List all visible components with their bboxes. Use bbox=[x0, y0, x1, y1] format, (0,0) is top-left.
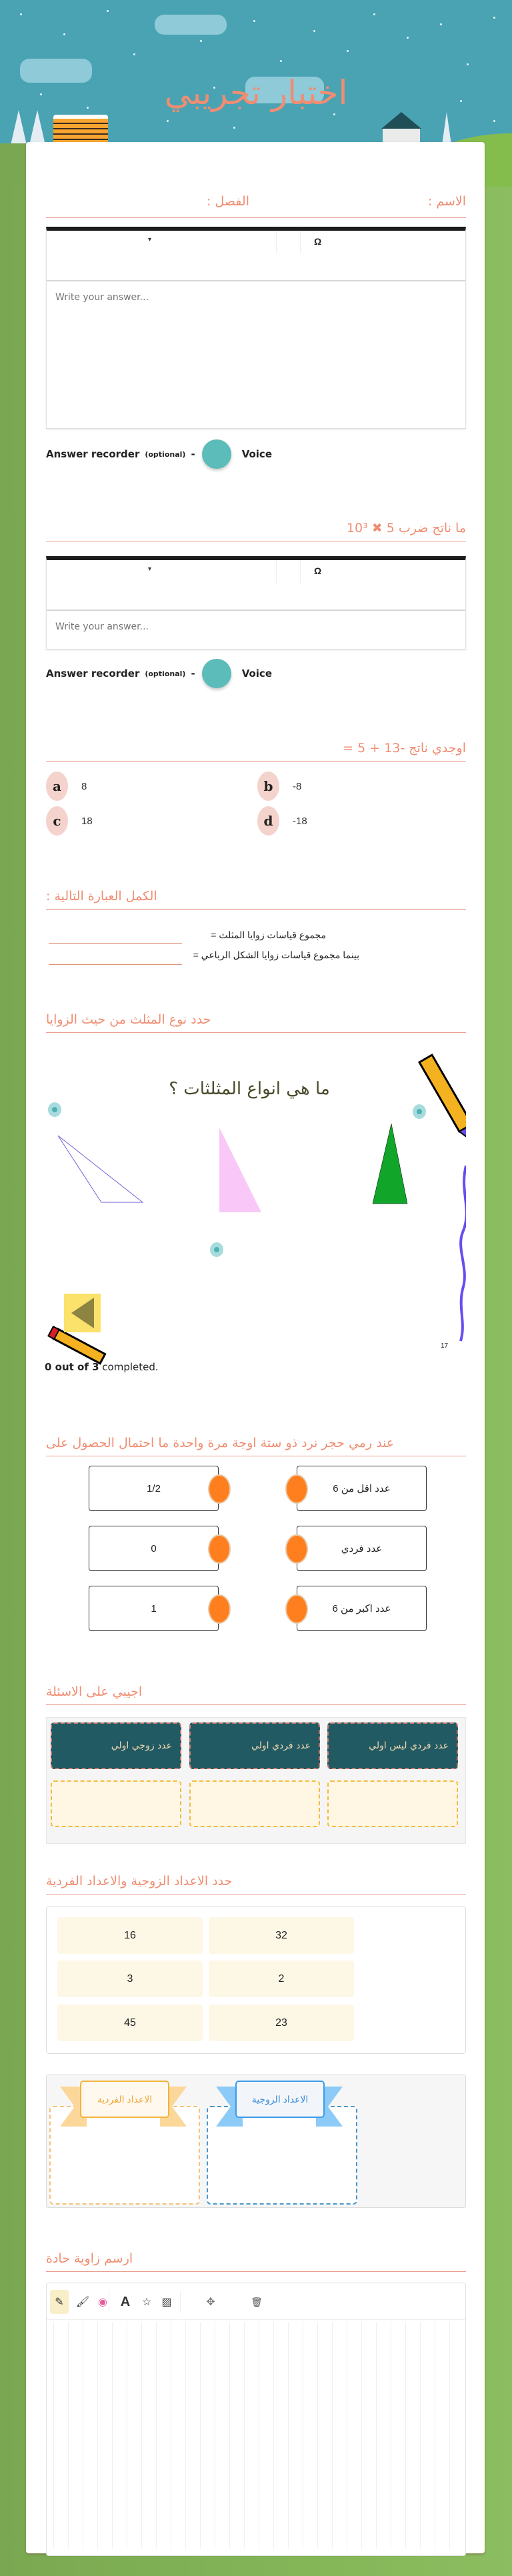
special-chars-button[interactable]: Ω bbox=[314, 236, 322, 247]
question-7-text: اجيبي على الاسئلة bbox=[46, 1684, 143, 1699]
editor-toolbar bbox=[47, 560, 465, 611]
option-value: -8 bbox=[293, 780, 302, 792]
drag-drop-grid bbox=[46, 1717, 466, 1844]
progress-suffix: completed. bbox=[99, 1361, 159, 1373]
answer-input[interactable] bbox=[47, 281, 465, 425]
match-right-1[interactable]: عدد اقل من 6 bbox=[297, 1466, 427, 1511]
prev-slide-button[interactable] bbox=[46, 1344, 59, 1358]
rich-text-editor[interactable] bbox=[46, 556, 466, 650]
match-right-2[interactable]: عدد فردي bbox=[297, 1526, 427, 1571]
drop-zone-2[interactable] bbox=[189, 1780, 320, 1827]
question-8-title bbox=[46, 1874, 466, 1894]
star-icon[interactable]: ☆ bbox=[141, 2297, 152, 2308]
editor-toolbar bbox=[47, 231, 465, 281]
option-letter: c bbox=[46, 806, 68, 836]
question-6-text: عند رمي حجر نرد ذو ستة اوجة مرة واحدة ما احتمال الحصول على bbox=[46, 1436, 395, 1450]
house-decoration bbox=[381, 112, 421, 129]
drawing-toolbar bbox=[47, 2283, 465, 2320]
number-card[interactable]: 45 bbox=[57, 2005, 203, 2041]
drop-zone-1[interactable] bbox=[51, 1780, 181, 1827]
drawing-canvas[interactable] bbox=[53, 2322, 459, 2549]
question-10-title bbox=[46, 2251, 466, 2272]
fill-blank-input-2[interactable] bbox=[49, 964, 182, 965]
number-card[interactable]: 3 bbox=[57, 1961, 203, 1997]
special-chars-button[interactable]: Ω bbox=[314, 565, 322, 576]
match-connector-right-3[interactable] bbox=[285, 1594, 308, 1624]
question-8-text: حدد الاعداد الزوجية والاعداد الفردية bbox=[46, 1874, 233, 1888]
category-boxes bbox=[46, 2075, 466, 2208]
voice-label: Voice bbox=[241, 448, 272, 460]
question-5-text: حدد نوع المثلث من حيث الزوايا bbox=[46, 1012, 211, 1027]
match-left-3[interactable]: 1 bbox=[89, 1586, 219, 1631]
question-4-title bbox=[46, 889, 466, 910]
match-right-3[interactable]: عدد اكبر من 6 bbox=[297, 1586, 427, 1631]
color-wheel-icon[interactable]: ◉ bbox=[98, 2297, 107, 2308]
drawing-board bbox=[46, 2283, 466, 2556]
question-6-title bbox=[46, 1436, 466, 1456]
progress-text bbox=[45, 1361, 159, 1373]
page-title: اختبار تجريبي bbox=[164, 73, 348, 112]
option-letter: b bbox=[257, 772, 279, 801]
worksheet-card bbox=[26, 142, 485, 2553]
option-value: -18 bbox=[293, 815, 307, 827]
slideshow bbox=[46, 1049, 466, 1382]
svg-text:17: 17 bbox=[441, 1342, 449, 1350]
drop-zone-3[interactable] bbox=[327, 1780, 458, 1827]
answer-input[interactable] bbox=[47, 611, 465, 646]
match-connector-left-2[interactable] bbox=[208, 1534, 231, 1564]
question-2-title: ما ناتج ضرب 5 ✖ 10³ bbox=[46, 521, 466, 541]
brush-icon[interactable]: 🖌 bbox=[75, 2297, 90, 2308]
fill-blank-input-1[interactable] bbox=[49, 943, 182, 944]
category-odd-label: الاعداد الفردية bbox=[80, 2081, 169, 2118]
bus-decoration bbox=[53, 115, 108, 145]
drag-item-3[interactable]: عدد فردي ليس اولي bbox=[327, 1722, 458, 1769]
question-4-text: الكمل العبارة التالية : bbox=[46, 889, 157, 904]
fill-blank-text-1: مجموع قياسات زوايا المثلث = bbox=[211, 930, 326, 940]
record-button[interactable] bbox=[202, 659, 231, 688]
voice-label: Voice bbox=[241, 668, 272, 680]
number-card[interactable]: 32 bbox=[209, 1917, 354, 1954]
class-label: الفصل : bbox=[207, 194, 249, 209]
text-icon[interactable]: A bbox=[120, 2294, 131, 2309]
drag-item-1[interactable]: عدد زوجي اولي bbox=[51, 1722, 181, 1769]
option-letter: a bbox=[46, 772, 68, 801]
header-banner bbox=[0, 0, 512, 160]
drag-item-2[interactable]: عدد فردي اولي bbox=[189, 1722, 320, 1769]
match-connector-right-2[interactable] bbox=[285, 1534, 308, 1564]
recorder-optional: (optional) bbox=[145, 449, 186, 459]
image-icon[interactable]: ▨ bbox=[161, 2297, 172, 2308]
match-connector-left-3[interactable] bbox=[208, 1594, 231, 1624]
format-dropdown[interactable]: ▾ bbox=[148, 565, 152, 573]
recorder-label: Answer recorder bbox=[46, 668, 140, 680]
move-icon[interactable]: ✥ bbox=[206, 2297, 215, 2308]
mc-option-b[interactable] bbox=[257, 772, 301, 801]
mc-option-c[interactable] bbox=[46, 806, 93, 836]
sortable-numbers bbox=[46, 1906, 466, 2054]
slide-title: ما هي انواع المثلثات ؟ bbox=[169, 1079, 330, 1099]
number-card[interactable]: 2 bbox=[209, 1961, 354, 1997]
number-card[interactable]: 23 bbox=[209, 2005, 354, 2041]
record-button[interactable] bbox=[202, 439, 231, 469]
mc-option-d[interactable] bbox=[257, 806, 307, 836]
category-even-label: الاعداد الزوجية bbox=[235, 2081, 325, 2118]
match-left-1[interactable]: 1/2 bbox=[89, 1466, 219, 1511]
question-7-title bbox=[46, 1684, 466, 1705]
pencil-icon[interactable]: ✎ bbox=[50, 2290, 69, 2314]
match-left-2[interactable]: 0 bbox=[89, 1526, 219, 1571]
option-letter: d bbox=[257, 806, 279, 836]
match-connector-left-1[interactable] bbox=[208, 1474, 231, 1504]
option-value: 18 bbox=[81, 815, 93, 827]
recorder-label: Answer recorder bbox=[46, 448, 140, 460]
mc-option-a[interactable] bbox=[46, 772, 87, 801]
progress-count: 0 out of 3 bbox=[45, 1361, 99, 1373]
name-label: الاسم : bbox=[427, 194, 466, 209]
match-connector-right-1[interactable] bbox=[285, 1474, 308, 1504]
question-5-title bbox=[46, 1012, 466, 1033]
answer-recorder bbox=[46, 659, 272, 688]
format-dropdown[interactable]: ▾ bbox=[148, 236, 152, 243]
recorder-optional: (optional) bbox=[145, 669, 186, 678]
recorder-dash: - bbox=[191, 448, 195, 460]
answer-recorder bbox=[46, 439, 272, 469]
option-value: 8 bbox=[81, 780, 87, 792]
rich-text-editor[interactable] bbox=[46, 227, 466, 429]
student-info-header bbox=[46, 194, 466, 218]
triangles-illustration bbox=[46, 1049, 466, 1382]
recorder-dash: - bbox=[191, 668, 195, 680]
question-10-text: ارسم زاوية حادة bbox=[46, 2251, 133, 2266]
question-3-title: اوجدي ناتج -13 + 5 = bbox=[46, 741, 466, 762]
house-decoration bbox=[383, 129, 420, 143]
cloud-decoration bbox=[155, 15, 227, 35]
fill-blank-text-2: بينما مجموع قياسات زوايا الشكل الرباعي = bbox=[193, 950, 359, 960]
number-card[interactable]: 16 bbox=[57, 1917, 203, 1954]
trash-icon[interactable]: 🗑 bbox=[251, 2296, 263, 2307]
